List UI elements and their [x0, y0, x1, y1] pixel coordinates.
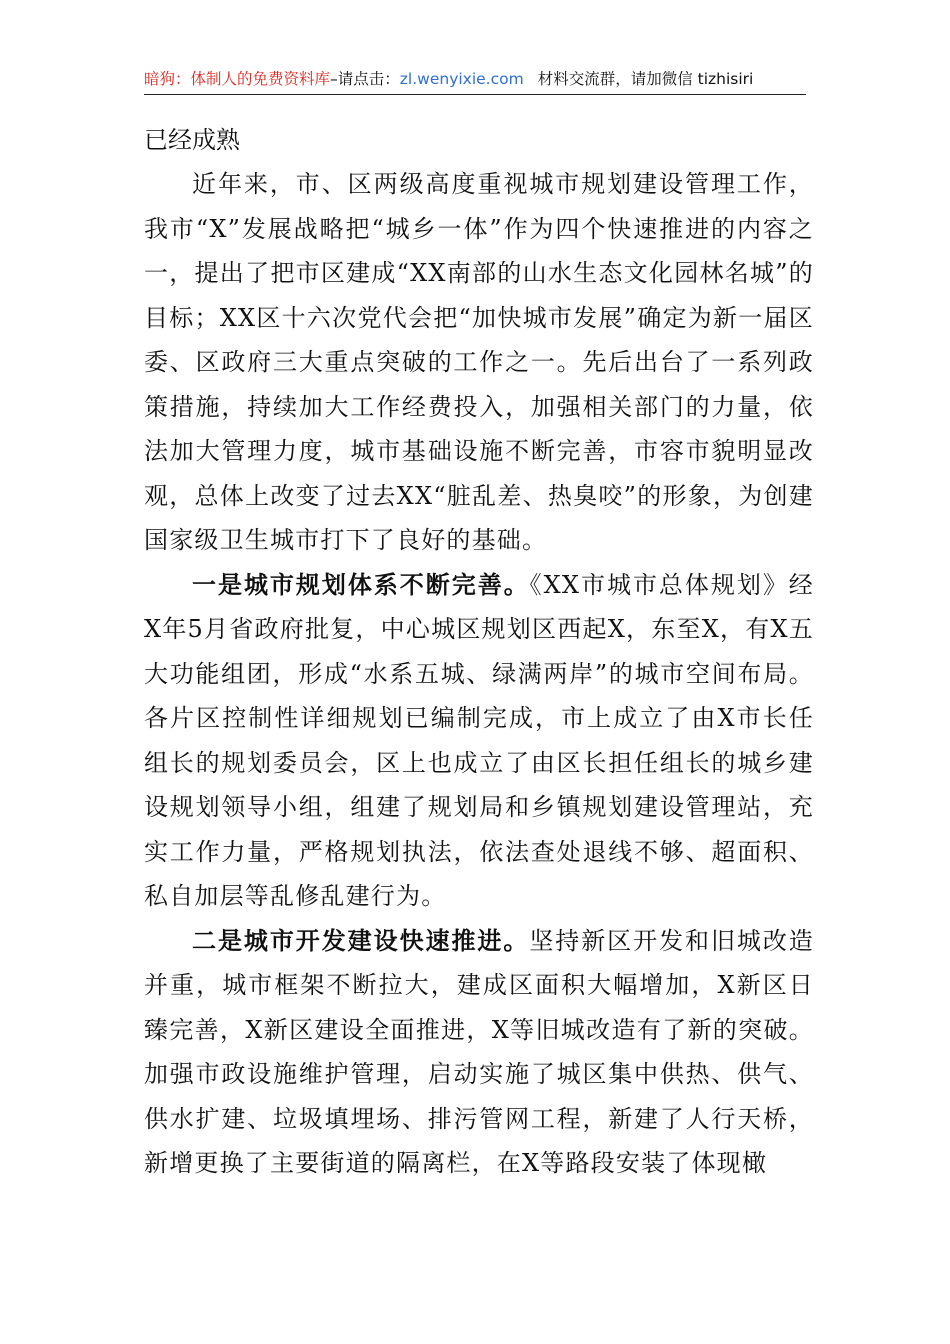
paragraph-planning-body: 《XX市城市总体规划》经X年5月省政府批复，中心城区规划区西起X，东至X，有X五大功能组团，形成“水系五城、绿满两岸”的城市空间布局。各片区控制性详细规划已编制完成，市上成立了由X市长任组长的规划委员会，区上也成立了由区长担任组长的城乡建设规划领导小组，组建了规划局和乡镇规划建设管理站，充实工作力量，严格规划执法，依法查处退线不够、超面积、私自加层等乱修乱建行为。	[144, 570, 814, 910]
header-url-link[interactable]: zl.wenyixie.com	[399, 70, 524, 88]
paragraph-construction-body: 坚持新区开发和旧城改造并重，城市框架不断拉大，建成区面积大幅增加，X新区日臻完善，X新区建设全面推进，X等旧城改造有了新的突破。加强市政设施维护管理，启动实施了城区集中供热、供气、供水扩建、垃圾填埋场、排污管网工程，新建了人行天桥，新增更换了主要街道的隔离栏，在X等路段安装了体现橄	[144, 926, 815, 1177]
page-header	[144, 66, 806, 95]
paragraph-intro	[144, 162, 814, 563]
paragraph-planning-lead: 一是城市规划体系不断完善。	[192, 570, 530, 599]
paragraph-planning	[144, 563, 814, 919]
header-click-text: –请点击：	[330, 70, 400, 88]
paragraph-construction	[144, 919, 814, 1186]
section-heading: 已经成熟	[144, 126, 240, 154]
header-source-text: 暗狗：体制人的免费资料库	[144, 70, 331, 88]
paragraph-intro-body: 近年来，市、区两级高度重视城市规划建设管理工作，我市“X”发展战略把“城乡一体”作为四个快速推进的内容之一，提出了把市区建成“XX南部的山水生态文化园林名城”的目标；XX区十六次党代会把“加快城市发展”确定为新一届区委、区政府三大重点突破的工作之一。先后出台了一系列政策措施，持续加大工作经费投入，加强相关部门的力量，依法加大管理力度，城市基础设施不断完善，市容市貌明显改观，总体上改变了过去XX“脏乱差、热臭咬”的形象，为创建国家级卫生城市打下了良好的基础。	[144, 170, 814, 554]
document-body	[144, 118, 814, 1186]
header-contact-text: 材料交流群，请加微信 tizhisiri	[537, 70, 754, 88]
paragraph-construction-lead: 二是城市开发建设快速推进。	[192, 926, 530, 955]
